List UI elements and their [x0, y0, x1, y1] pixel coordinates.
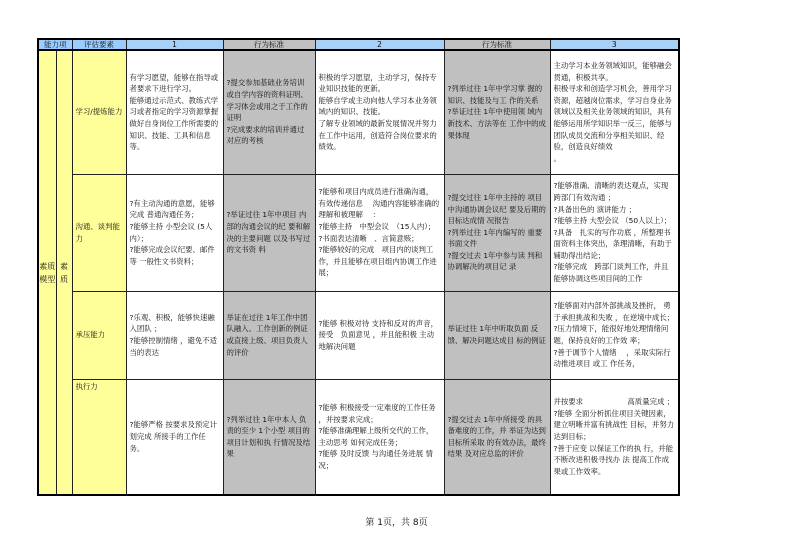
table-row [38, 174, 679, 291]
standard2-cell: ?列举过往 1年中学习掌 握的知识、技能及与工 作的关系 ?举证过往 1年中使用领 域内新技术、方法等在 工作中的成果体现 [444, 50, 550, 174]
standard1-cell: ?举证过往 1年中项目 内部的沟通会议的纪 要和解决的主要问题 以及书写过的文书资 料 [223, 174, 315, 291]
standard2-cell: ?提交过往 1年中主持的 项目中沟通协调会议纪 要及后期的目标达成情 况报告 ?列举过往 1年内编写的 重要书面文件 ?提交过去 1年中参与读 判和协调解决的项目记 录 [444, 174, 550, 291]
level2-cell: 积极的学习愿望，主动学习，保持专业知识技能的更新。 能够自学或主动向他人学习本业务领域内的知识、技能。 了解专业领域的最新发展情况并努力在工作中运用，创造符合岗位要求的绩效。 [315, 50, 444, 174]
level1-cell: 有学习愿望，能够在指导或者要求下进行学习。 能够通过示范式、教练式学习或者指定的学习资源掌握做好自身岗位工作所需要的知识、技能、工具和信息等。 [126, 50, 223, 174]
factor-cell: 学习/提炼能力 [72, 50, 126, 174]
competency-table [37, 38, 680, 496]
standard1-cell: ?提交参加基础业务培训或自学内容的资料证明、学习体会或用之于工作的证明 ?完成要求的培训并通过对应的考核 [223, 50, 315, 174]
header-standard-2: 行为标准 [444, 39, 550, 50]
standard1-cell: 举证在过往 1年工作中团队融入、工作创新的例证或直接上级、项目负责人的评价 [223, 291, 315, 379]
group-model: 素质模型 [38, 50, 56, 495]
level3-cell: 并按要求 高质量完成 ； ?能够 全面分析抓住项目关键因素，建立明晰并富有挑战性 目标，并努力达到目标； ?善于应变 以保证工作的执 行，并能 不断改进积极寻找办 法 提高工作成果或工作效率。 [550, 379, 679, 495]
level3-cell: ?能够面对内部外部挑战及挫折， 勇于承担挑战和失败 ，在逆境中成长； ?压力情境下，能很好地处理情绪问题，保持良好的工作效 率； ?善于调节个人情绪 ，采取实际行动推进项目 或工 作任务， [550, 291, 679, 379]
page-footer: 第 1页，共 8页 [365, 518, 428, 528]
table-row [38, 50, 679, 174]
level1-cell: ?有主动沟通的意愿，能够完成 普通沟通任务； ?能够主持 小型会议 (5人内）； ?能够完成会议纪要、邮件等 一般性文书资料； [126, 174, 223, 291]
level2-cell: ?能够 积极对待 支持和反对的声音，接受 负面意见 ，并且能积极 主动地解决问题 [315, 291, 444, 379]
header-factor: 评估要素 [72, 39, 126, 50]
level1-cell: ?能够严格 按要求及预定计划完成 所接手的工作任务。 [126, 379, 223, 495]
level3-cell: ?能够准确、清晰的表达观点，实现 跨部门有效沟通 ； ?具备出色的 演讲能力 ； ?能够主持 大型会议 （50人以上）； ?具备 扎实的写作功底 ，所整理书面资料主体突出，条理清晰，有助于辅助得出结论； ?能够完成 跨部门谈判工作，并且能够协调这些项目间的工作 [550, 174, 679, 291]
factor-cell: 沟通、谈判能力 [72, 174, 126, 291]
standard1-cell: ?列举过往 1年中本人 负责的至少 1个小型 项目的项目计划和执 行情况及结果 [223, 379, 315, 495]
standard2-cell: 举证过往 1年中听取负面 反馈、解决问题达成目 标的例证 [444, 291, 550, 379]
table-row [38, 291, 679, 379]
standard2-cell: ?提交过去 1年中所接受 的具备难度的工作，并 举证为达到目标所采取 的有效办法，最终结果 及对应总监的评价 [444, 379, 550, 495]
factor-cell: 执行力 [72, 379, 126, 495]
level1-cell: ?乐观、积极，能够快速融入团队 ； ?能够控制情绪 ，避免不适当的表达 [126, 291, 223, 379]
header-ability: 能力项 [38, 39, 72, 50]
header-level-3: 3 [550, 39, 679, 50]
header-level-1: 1 [126, 39, 223, 50]
header-row [38, 39, 679, 50]
header-level-2: 2 [315, 39, 444, 50]
level2-cell: ?能够 积极接受一定难度的工作任务 ，并按要求完成； ?能够准确理解上级所交代的工作， 主动思考 如何完成任务； ?能够 及时反馈 与沟通任务进展 情况； [315, 379, 444, 495]
factor-cell: 承压能力 [72, 291, 126, 379]
level3-cell: 主动学习本业务领域知识，能够融会贯通，积极共享。 积极寻求和创造学习机会，善用学习资源，超越岗位需求，学习自身业务领域以及相关业务领域的知识，具有 能够运用所学知识举一反三，能够与团队成员交流和分享相关知识、经验，创造良好绩效 。 [550, 50, 679, 174]
table-row [38, 379, 679, 495]
header-standard-1: 行为标准 [223, 39, 315, 50]
level2-cell: ?能够和项目内成员进行准确沟通，有效传递信息 沟通内容能够准确的理解和被理解 ： ?能够主持 中型会议 （15人内）； ?书面表达清晰 、言简意赅； ?能够较好的完成 项目内的谈判工作，并且能够在项目组内协调工作进展； [315, 174, 444, 291]
group-quality: 素质 [56, 50, 72, 495]
